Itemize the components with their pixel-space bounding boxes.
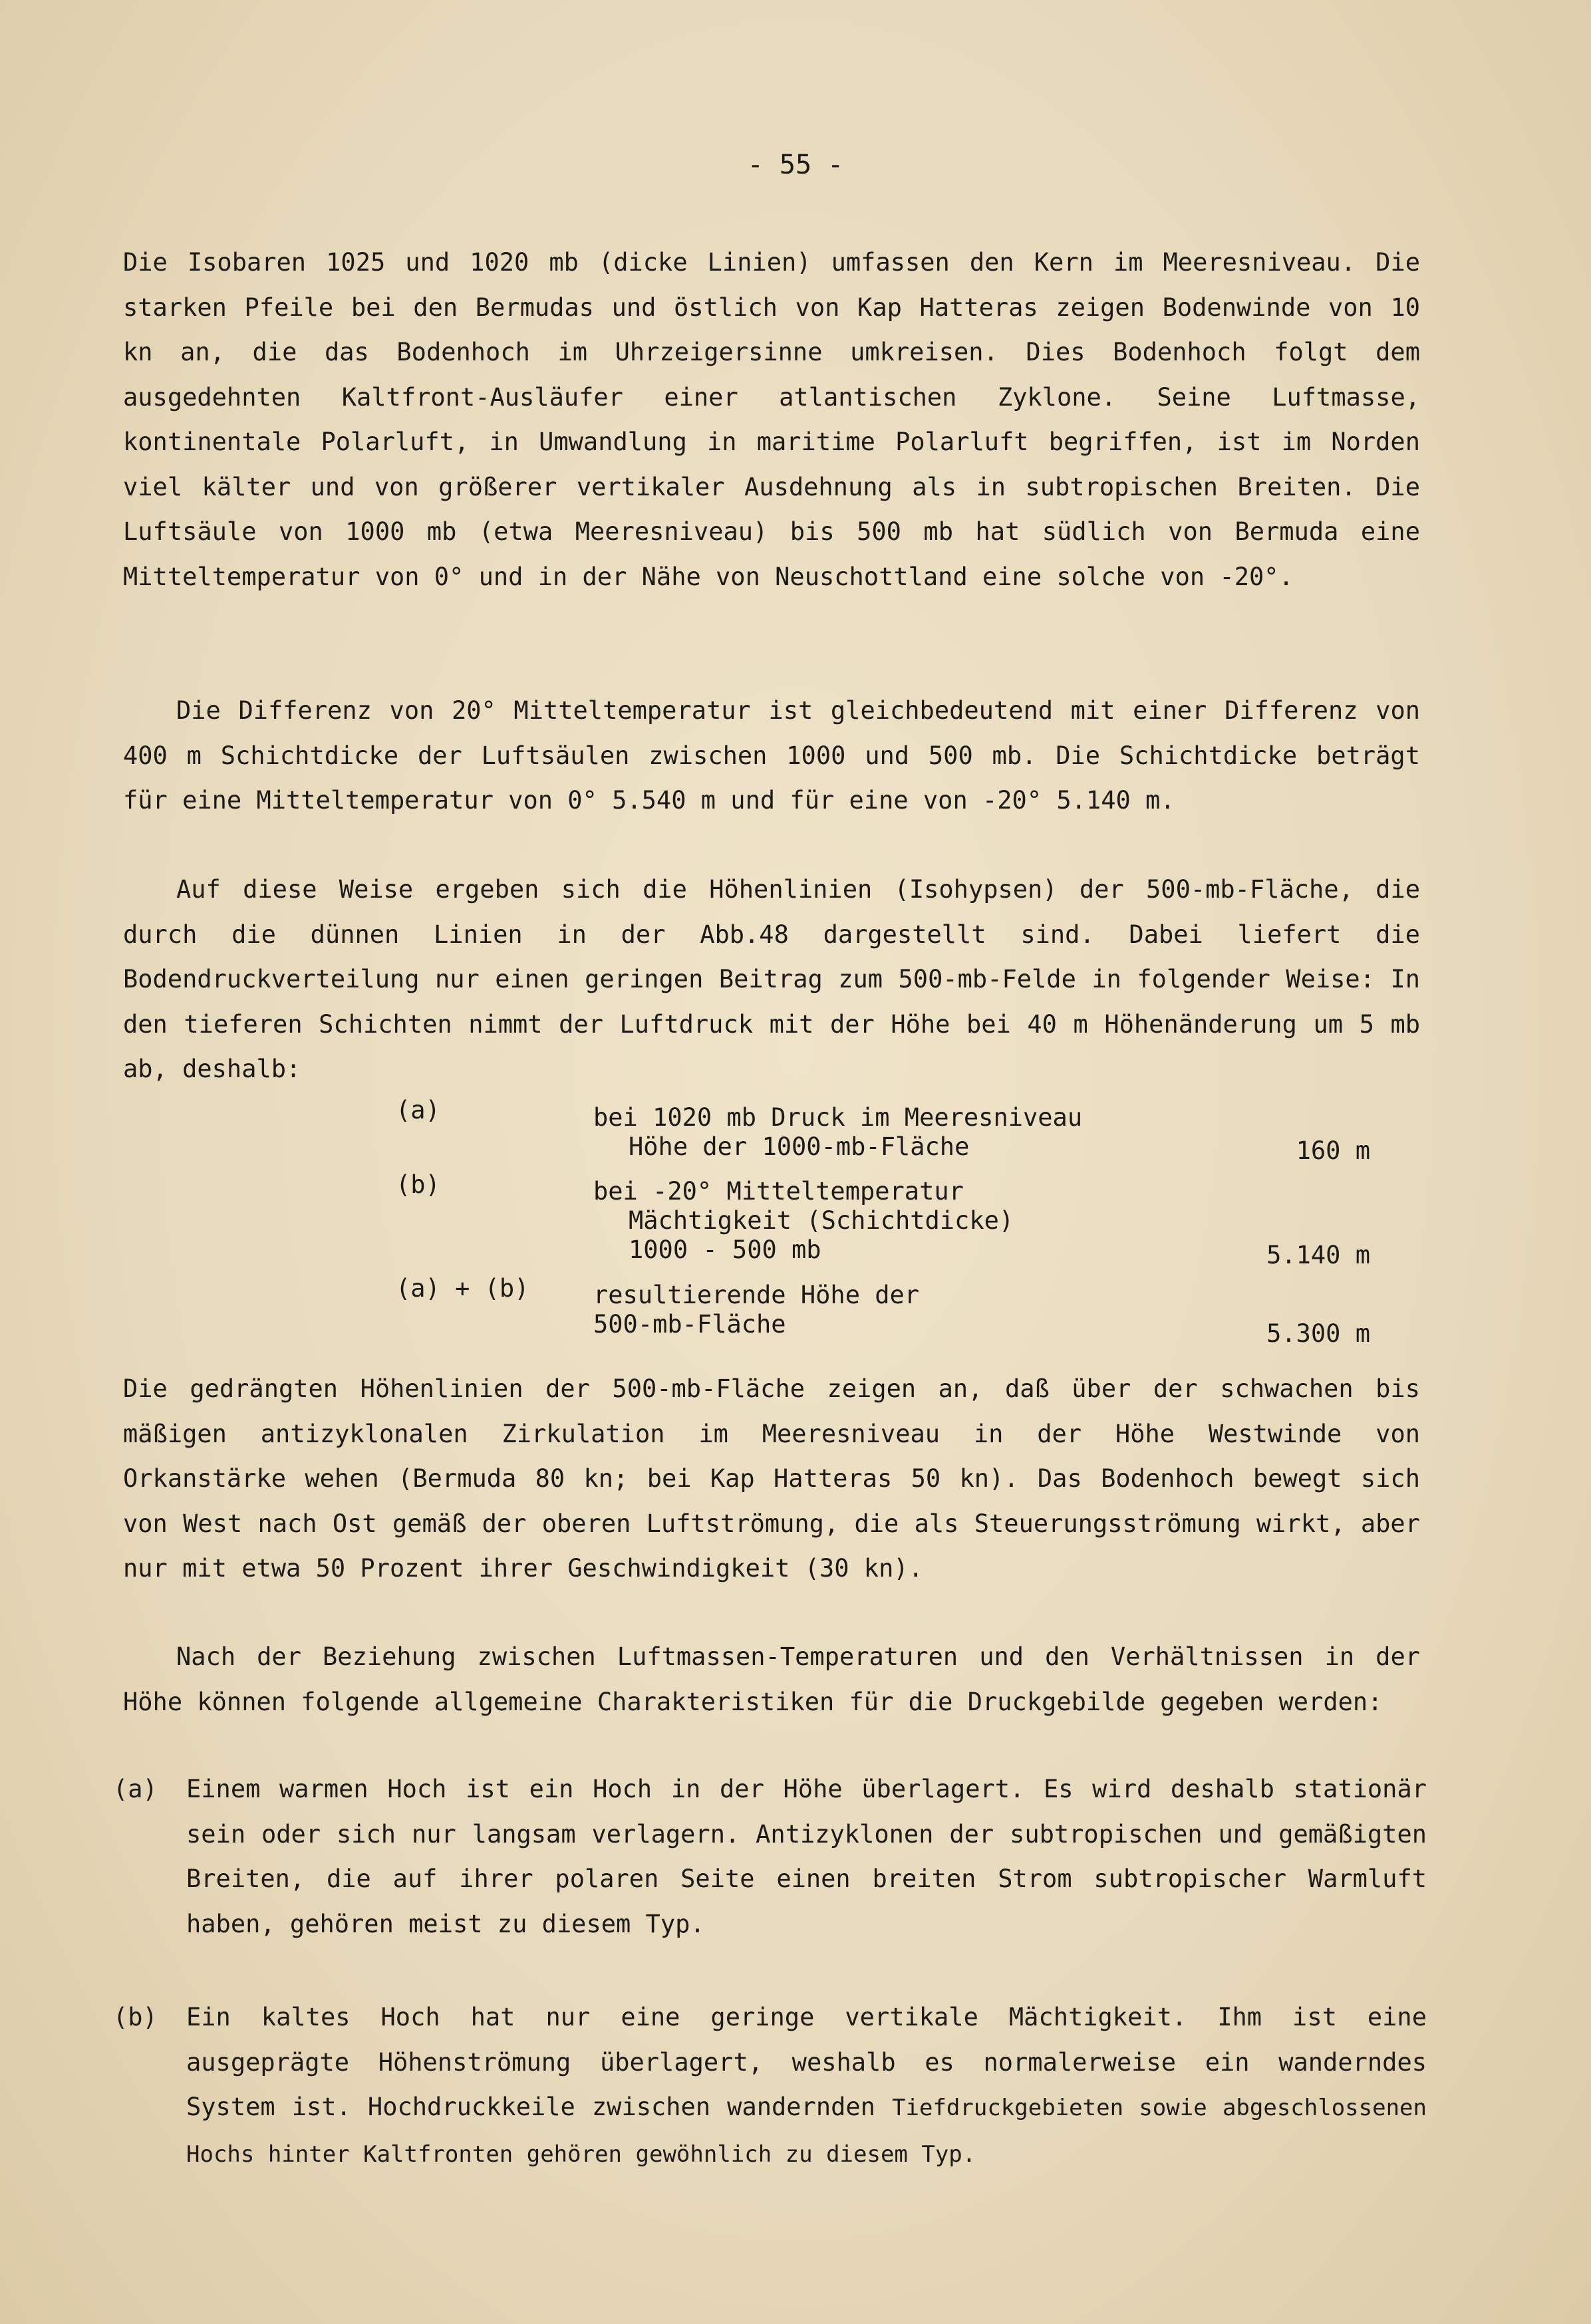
calc-a-line1: bei 1020 mb Druck im Meeresniveau	[593, 1103, 1083, 1132]
paragraph-hoehenlinien: Auf diese Weise ergeben sich die Höhenlinien (Isohypsen) der 500-mb-Fläche, die durch die dünnen Linien in der Abb.48 dargestellt sind. Dabei liefert die Bodendruckverteilung nur einen geringen Beitrag zum 500-mb-Felde in folgender Weise: In den tieferen Schichten nimmt der Luftdruck mit der Höhe bei 40 m Höhenänderung um 5 mb ab, deshalb:	[123, 875, 1420, 1083]
calc-a-value: 160 m	[1296, 1136, 1370, 1165]
calc-ab-value: 5.300 m	[1266, 1319, 1370, 1348]
list-text-b-small: Tiefdruckgebieten sowie abgeschlossenen Hochs hinter Kaltfronten gehören gewöhnlich zu diesem Typ.	[186, 2095, 1427, 2168]
paragraph-beziehung: Nach der Beziehung zwischen Luftmassen-Temperaturen und den Verhältnissen in der Höhe können folgende allgemeine Charakteristiken für die Druckgebilde gegeben werden:	[123, 1642, 1420, 1716]
paragraph-differenz: Die Differenz von 20° Mitteltemperatur ist gleichbedeutend mit einer Differenz von 400 m Schichtdicke der Luftsäulen zwischen 1000 und 500 mb. Die Schichtdicke beträgt für eine Mitteltemperatur von 0° 5.540 m und für eine von -20° 5.140 m.	[123, 696, 1420, 815]
paragraph-gedraengte-hoehenlinien: Die gedrängten Höhenlinien der 500-mb-Fläche zeigen an, daß über der schwachen bis mäßigen antizyklonalen Zirkulation im Meeresniveau in der Höhe Westwinde von Orkanstärke wehen (Bermuda 80 kn; bei Kap Hatteras 50 kn). Das Bodenhoch bewegt sich von West nach Ost gemäß der oberen Luftströmung, die als Steuerungsströmung wirkt, aber nur mit etwa 50 Prozent ihrer Geschwindigkeit (30 kn).	[123, 1374, 1420, 1583]
list-text-b	[186, 1995, 1427, 2177]
calc-b-value: 5.140 m	[1266, 1241, 1370, 1269]
paragraph-isobaren: Die Isobaren 1025 und 1020 mb (dicke Linien) umfassen den Kern im Meeresniveau. Die starken Pfeile bei den Bermudas und östlich von Kap Hatteras zeigen Bodenwinde von 10 kn an, die das Bodenhoch im Uhrzeigersinne umkreisen. Dies Bodenhoch folgt dem ausgedehnten Kaltfront-Ausläufer einer atlantischen Zyklone. Seine Luftmasse, kontinentale Polarluft, in Umwandlung in maritime Polarluft begriffen, ist im Norden viel kälter und von größerer vertikaler Ausdehnung als in subtropischen Breiten. Die Luftsäule von 1000 mb (etwa Meeresniveau) bis 500 mb hat südlich von Bermuda eine Mitteltemperatur von 0° und in der Nähe von Neuschottland eine solche von -20°.	[123, 248, 1420, 591]
page-number: - 55 -	[747, 150, 844, 180]
list-label-b: (b)	[113, 2003, 158, 2031]
calc-ab-line2: 500-mb-Fläche	[593, 1310, 786, 1339]
calc-b-line2: Mächtigkeit (Schichtdicke)	[629, 1206, 1014, 1235]
list-text-b-main: Ein kaltes Hoch hat nur eine geringe vertikale Mächtigkeit. Ihm ist eine ausgeprägte Höhenströmung überlagert, weshalb es normalerweise ein wanderndes System ist. Hochdruckkeile zwischen wandernden	[186, 2003, 1427, 2121]
calc-label-b: (b)	[396, 1170, 440, 1199]
list-label-a: (a)	[113, 1775, 158, 1803]
list-text-a: Einem warmen Hoch ist ein Hoch in der Höhe überlagert. Es wird deshalb stationär sein oder sich nur langsam verlagern. Antizyklonen der subtropischen und gemäßigten Breiten, die auf ihrer polaren Seite einen breiten Strom subtropischer Warmluft haben, gehören meist zu diesem Typ.	[186, 1775, 1427, 1938]
calc-label-ab: (a) + (b)	[396, 1274, 529, 1303]
calc-label-a: (a)	[396, 1096, 440, 1124]
calc-b-line3: 1000 - 500 mb	[629, 1235, 821, 1264]
calc-b-line1: bei -20° Mitteltemperatur	[593, 1177, 964, 1206]
calc-a-line2: Höhe der 1000-mb-Fläche	[629, 1132, 970, 1161]
calc-ab-line1: resultierende Höhe der	[593, 1281, 920, 1309]
